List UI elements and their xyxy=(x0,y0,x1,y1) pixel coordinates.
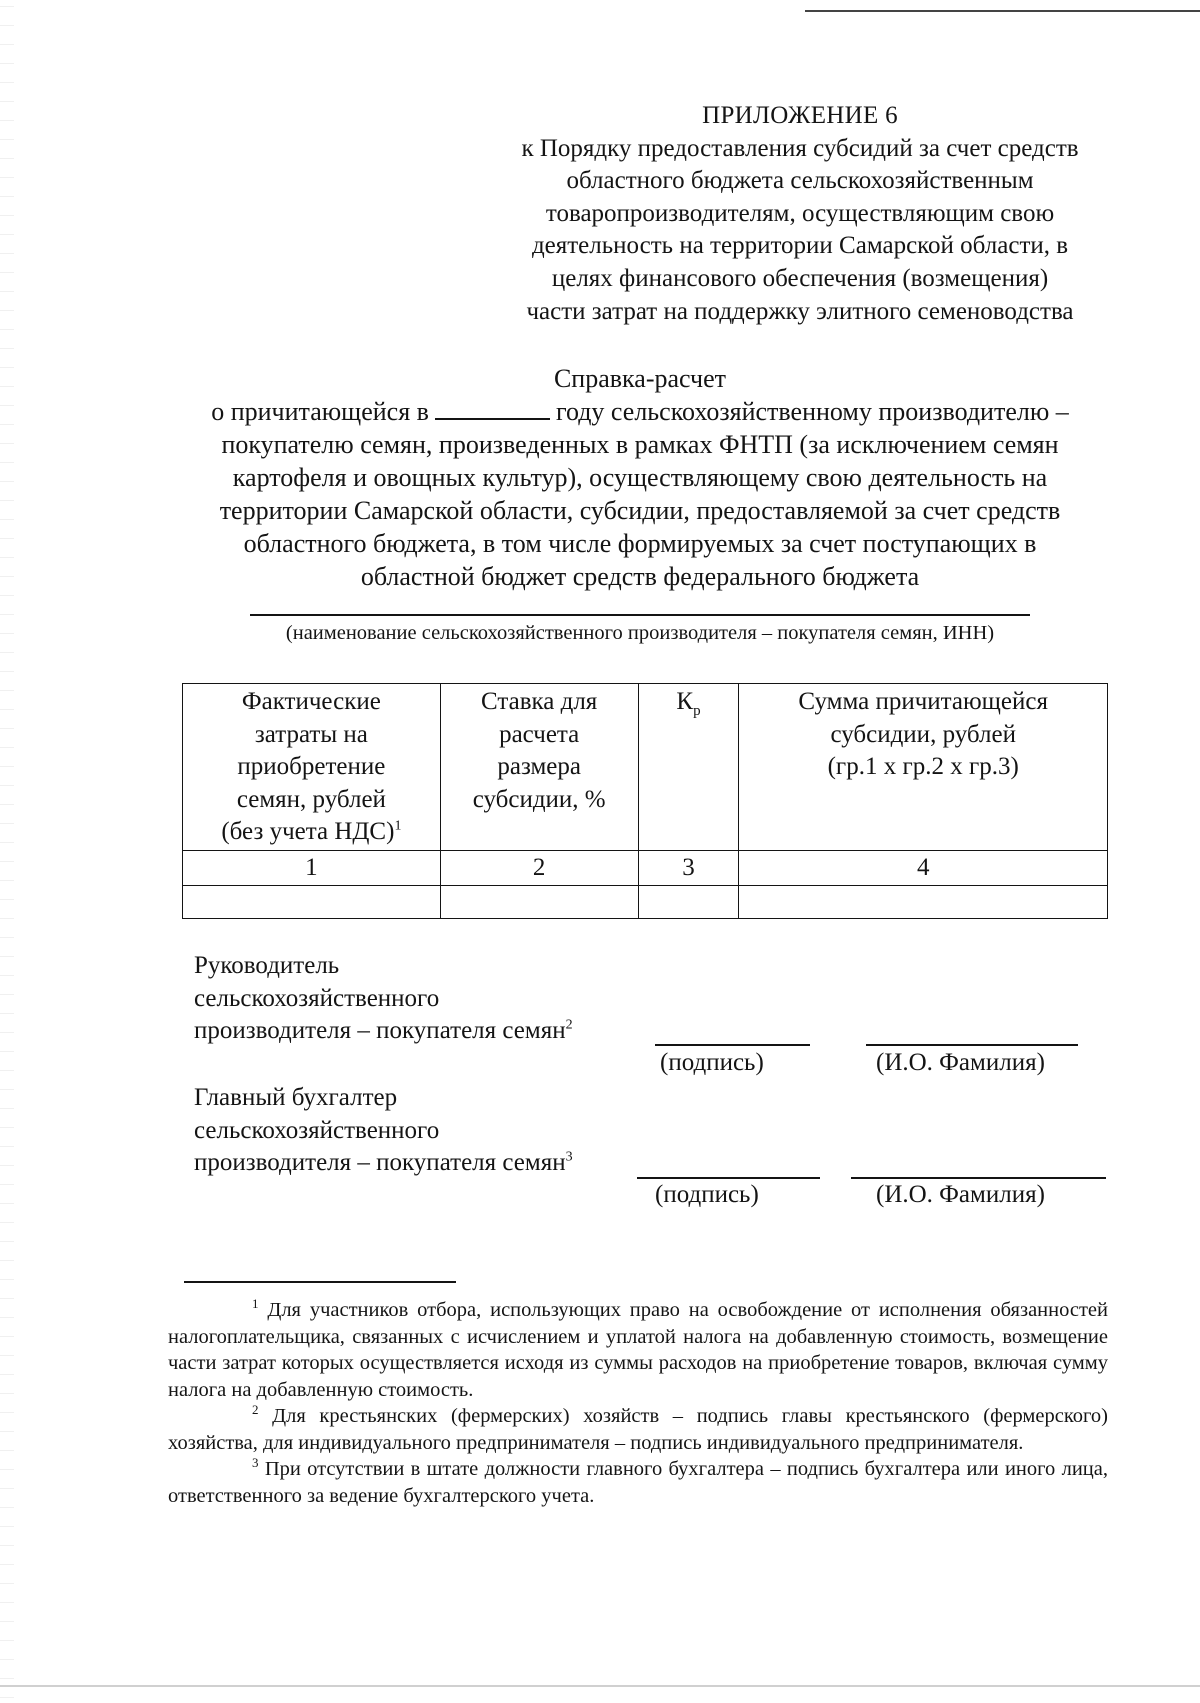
title-line-start: о причитающейся в xyxy=(211,397,429,426)
calculation-table xyxy=(182,683,1108,919)
table-column-numbers-row xyxy=(183,851,1108,886)
accountant-signature-caption: (подпись) xyxy=(655,1181,759,1208)
header-coefficient: $К_р$ xyxy=(638,684,739,851)
title-line: территории Самарской области, субсидии, предоставляемой за счет средств xyxy=(219,496,1061,525)
header-subsidy-sum: Сумма причитающейся субсидии, рублей (гр.1 х гр.2 х гр.3) xyxy=(739,684,1108,851)
appendix-line: товаропроизводителям, осуществляющим свою xyxy=(545,199,1055,227)
appendix-line: областного бюджета сельскохозяйственным xyxy=(566,167,1034,195)
director-signature-caption: (подпись) xyxy=(660,1049,764,1076)
footnote-2: $^2$ Для крестьянских (фермерских) хозяйств – подпись главы крестьянского (фермерского) хозяйства, для индивидуального предпринимателя – подпись индивидуального предпринимателя. xyxy=(168,1402,1108,1454)
director-signature-field[interactable] xyxy=(655,1044,810,1046)
title-line: областного бюджета, в том числе формируемых за счет поступающих в xyxy=(243,529,1037,558)
director-name-field[interactable] xyxy=(866,1044,1078,1046)
table-header-row xyxy=(183,684,1108,851)
scan-edge-artifact xyxy=(0,0,14,1703)
column-number: 2 xyxy=(440,851,638,886)
title-line-year xyxy=(160,395,1120,428)
appendix-heading: ПРИЛОЖЕНИЕ 6 xyxy=(702,102,898,129)
footnote-ref-2: 2 xyxy=(565,1017,573,1033)
column-number: 1 xyxy=(183,851,441,886)
header-actual-costs: Фактические затраты на приобретение семян, рублей (без учета НДС)$^1$ xyxy=(183,684,441,851)
producer-name-field[interactable] xyxy=(250,614,1030,616)
title-heading: Справка-расчет xyxy=(553,364,727,393)
document-title xyxy=(160,362,1120,593)
appendix-header xyxy=(480,100,1120,328)
cell-coefficient[interactable] xyxy=(638,886,739,919)
title-line-end: году сельскохозяйственному производителю – xyxy=(555,397,1069,426)
appendix-line: деятельность на территории Самарской области, в xyxy=(531,232,1069,260)
accountant-signature-field[interactable] xyxy=(637,1177,820,1179)
accountant-name-field[interactable] xyxy=(851,1177,1106,1179)
cell-rate[interactable] xyxy=(440,886,638,919)
table-data-row xyxy=(183,886,1108,919)
accountant-name-caption: (И.О. Фамилия) xyxy=(876,1181,1045,1208)
footnote-ref-3: 3 xyxy=(565,1149,573,1165)
footnote-separator xyxy=(184,1281,456,1283)
footnote-3: $^3$ При отсутствии в штате должности главного бухгалтера – подпись бухгалтера или иного лица, ответственного за ведение бухгалтерского учета. xyxy=(168,1455,1108,1507)
director-name-caption: (И.О. Фамилия) xyxy=(876,1049,1045,1076)
column-number: 4 xyxy=(739,851,1108,886)
footnote-1: $^1$ Для участников отбора, использующих право на освобождение от исполнения обязанностей налогоплательщика, связанных с исчислением и уплатой налога на добавленную стоимость, возмещение части затрат которых осуществляется исходя из суммы расходов на приобретение товаров, включая сумму налога на добавленную стоимость. xyxy=(168,1296,1108,1401)
title-line: покупателю семян, произведенных в рамках ФНТП (за исключением семян xyxy=(221,430,1059,459)
bottom-rule xyxy=(0,1685,1200,1687)
signature-accountant-label: Главный бухгалтер сельскохозяйственного производителя – покупателя семян$^3$ xyxy=(194,1084,573,1176)
appendix-line: к Порядку предоставления субсидий за счет средств xyxy=(521,134,1079,162)
appendix-line: целях финансового обеспечения (возмещения) xyxy=(551,264,1049,292)
year-blank-field[interactable] xyxy=(435,398,550,420)
column-number: 3 xyxy=(638,851,739,886)
footnotes xyxy=(168,1297,1108,1509)
title-line: областной бюджет средств федерального бюджета xyxy=(360,562,920,591)
footnote-ref-1: 1 xyxy=(394,818,402,834)
header-rate: Ставка для расчета размера субсидии, % xyxy=(440,684,638,851)
cell-subsidy-sum[interactable] xyxy=(739,886,1108,919)
appendix-line: части затрат на поддержку элитного семеноводства xyxy=(526,297,1074,325)
signature-director-label: Руководитель сельскохозяйственного производителя – покупателя семян$^2$ xyxy=(194,952,573,1044)
producer-name-caption: (наименование сельскохозяйственного производителя – покупателя семян, ИНН) xyxy=(285,622,995,644)
top-rule xyxy=(805,10,1200,12)
cell-actual-costs[interactable] xyxy=(183,886,441,919)
title-line: картофеля и овощных культур), осуществляющему свою деятельность на xyxy=(232,463,1048,492)
